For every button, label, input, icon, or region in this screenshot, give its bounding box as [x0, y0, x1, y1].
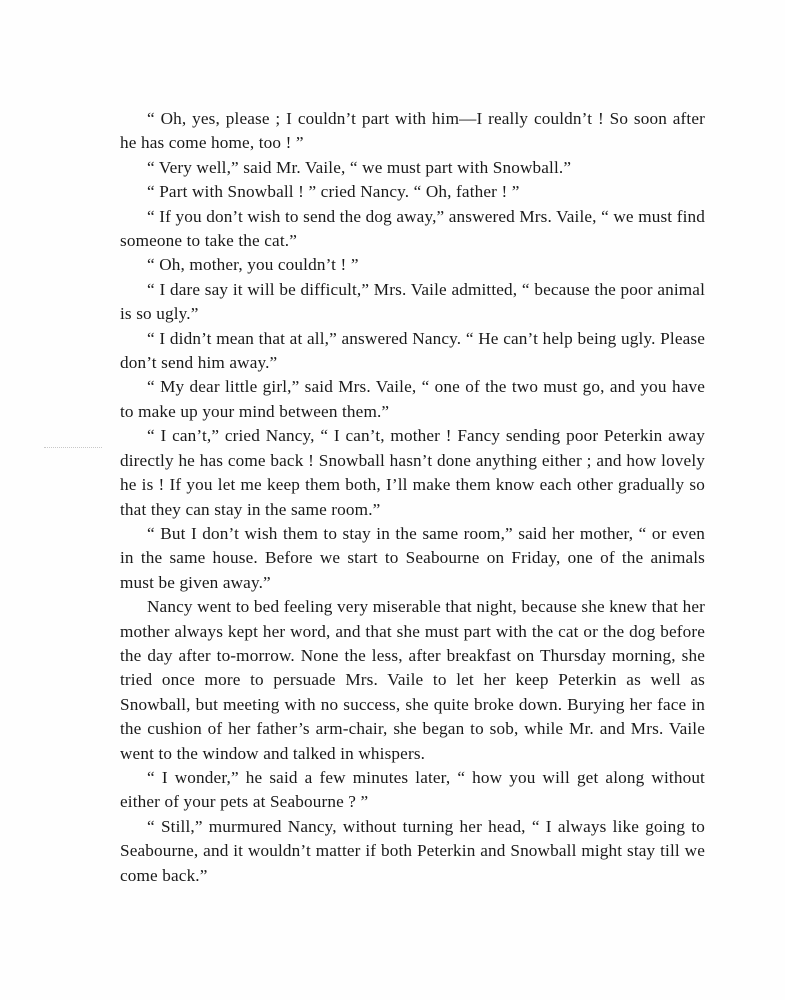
- page-text: [120, 107, 705, 888]
- paragraph-2: “ Very well,” said Mr. Vaile, “ we must part with Snowball.”: [147, 157, 572, 177]
- margin-mark: [44, 447, 102, 450]
- paragraph-3: “ Part with Snowball ! ” cried Nancy. “ Oh, father ! ”: [147, 182, 520, 202]
- paragraph-5: “ Oh, mother, you couldn’t ! ”: [147, 255, 359, 275]
- paragraph-1: “ Oh, yes, please ; I couldn’t part with him—I really couldn’t ! So soon after he has come home, too ! ”: [120, 109, 705, 153]
- paragraph-10: “ But I don’t wish them to stay in the same room,” said her mother, “ or even in the same house. Before we start to Seabourne on Friday, one of the animals must be given away.”: [120, 523, 705, 592]
- paragraph-7: “ I didn’t mean that at all,” answered Nancy. “ He can’t help being ugly. Please don’t send him away.”: [120, 328, 705, 373]
- paragraph-12: “ I wonder,” he said a few minutes later, “ how you will get along without either of your pets at Seabourne ? ”: [120, 767, 705, 812]
- paragraph-11: Nancy went to bed feeling very miserable that night, because she knew that her mother always kept her word, and that she must part with the cat or the dog before the day after to-morrow. None the less, after breakfast on Thursday morning, she tried once more to persuade Mrs. Vaile to let her keep Peterkin as well as Snowball, but meeting with no success, she quite broke down. Burying her face in the cushion of her father’s arm-chair, she began to sob, while Mr. and Mrs. Vaile went to the window and talked in whispers.: [120, 597, 705, 763]
- paragraph-13: “ Still,” murmured Nancy, without turning her head, “ I always like going to Seabourne, and it wouldn’t matter if both Peterkin and Snowball might stay till we come back.”: [120, 816, 705, 885]
- paragraph-4: “ If you don’t wish to send the dog away,” answered Mrs. Vaile, “ we must find someone to take the cat.”: [120, 206, 705, 251]
- paragraph-8: “ My dear little girl,” said Mrs. Vaile, “ one of the two must go, and you have to make up your mind between them.”: [120, 377, 705, 421]
- paragraph-9: “ I can’t,” cried Nancy, “ I can’t, mother ! Fancy sending poor Peterkin away directly he has come back ! Snowball hasn’t done anything either ; and how lovely he is ! If you let me keep them both, I’ll make them know each other gradually so that they can stay in the same room.”: [120, 426, 705, 519]
- paragraph-6: “ I dare say it will be difficult,” Mrs. Vaile admitted, “ because the poor animal is so ugly.”: [120, 279, 705, 324]
